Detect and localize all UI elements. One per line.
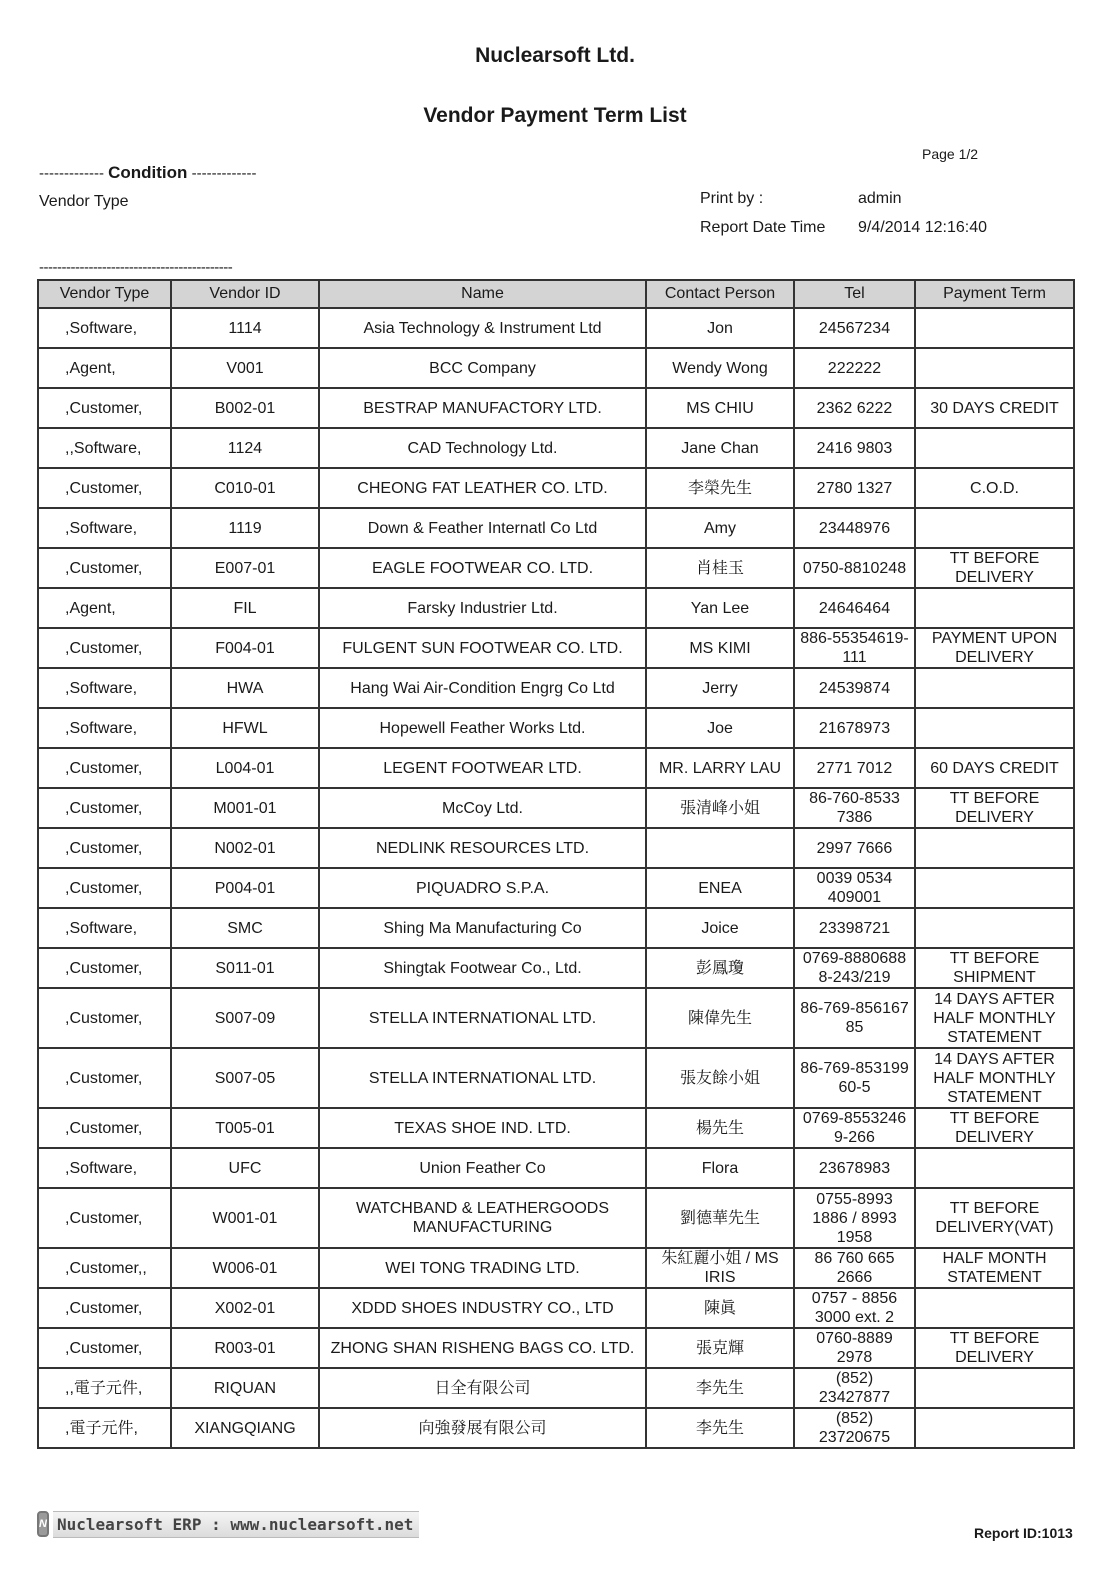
cell-vendor-type: ,Customer, <box>38 828 171 868</box>
cell-vendor-id: B002-01 <box>171 388 319 428</box>
cell-name: 日全有限公司 <box>319 1368 646 1408</box>
cell-contact-person: 張清峰小姐 <box>646 788 794 828</box>
table-row <box>38 908 1074 948</box>
cell-tel: 86-769-853199 60-5 <box>794 1048 915 1108</box>
cell-vendor-type: ,Software, <box>38 508 171 548</box>
table-row <box>38 1048 1074 1108</box>
cell-payment-term <box>915 1148 1074 1188</box>
cell-contact-person: MS CHIU <box>646 388 794 428</box>
cell-tel: 21678973 <box>794 708 915 748</box>
print-by-label: Print by : <box>700 190 764 207</box>
cell-payment-term <box>915 1408 1074 1448</box>
cell-vendor-type: ,,電子元件, <box>38 1368 171 1408</box>
cell-name: Hopewell Feather Works Ltd. <box>319 708 646 748</box>
cell-vendor-type: ,Customer, <box>38 1108 171 1148</box>
table-row <box>38 988 1074 1048</box>
cell-tel: 23398721 <box>794 908 915 948</box>
nuclearsoft-logo-icon: N <box>37 1511 49 1537</box>
cell-vendor-id: R003-01 <box>171 1328 319 1368</box>
table-row <box>38 708 1074 748</box>
table-row <box>38 388 1074 428</box>
table-row <box>38 468 1074 508</box>
cell-payment-term: PAYMENT UPON DELIVERY <box>915 628 1074 668</box>
table-row <box>38 508 1074 548</box>
table-row <box>38 1108 1074 1148</box>
table-row <box>38 1408 1074 1448</box>
cell-name: BESTRAP MANUFACTORY LTD. <box>319 388 646 428</box>
cell-payment-term: 14 DAYS AFTER HALF MONTHLY STATEMENT <box>915 1048 1074 1108</box>
cell-payment-term: TT BEFORE DELIVERY(VAT) <box>915 1188 1074 1248</box>
cell-tel: 2780 1327 <box>794 468 915 508</box>
cell-name: CAD Technology Ltd. <box>319 428 646 468</box>
cell-name: CHEONG FAT LEATHER CO. LTD. <box>319 468 646 508</box>
cell-vendor-id: HFWL <box>171 708 319 748</box>
column-header-name: Name <box>319 280 646 308</box>
cell-name: BCC Company <box>319 348 646 388</box>
table-row <box>38 1328 1074 1368</box>
cell-tel: 0760-8889 2978 <box>794 1328 915 1368</box>
table-row <box>38 1148 1074 1188</box>
cell-payment-term <box>915 708 1074 748</box>
cell-vendor-type: ,Software, <box>38 908 171 948</box>
cell-payment-term: 14 DAYS AFTER HALF MONTHLY STATEMENT <box>915 988 1074 1048</box>
table-row <box>38 628 1074 668</box>
cell-vendor-id: S007-05 <box>171 1048 319 1108</box>
cell-contact-person: Amy <box>646 508 794 548</box>
cell-tel: 24567234 <box>794 308 915 348</box>
cell-tel: 2997 7666 <box>794 828 915 868</box>
page-number: Page 1/2 <box>922 146 979 162</box>
cell-contact-person: Joice <box>646 908 794 948</box>
cell-vendor-id: X002-01 <box>171 1288 319 1328</box>
table-header-row <box>38 280 1074 308</box>
table-row <box>38 308 1074 348</box>
cell-tel: 222222 <box>794 348 915 388</box>
cell-vendor-id: V001 <box>171 348 319 388</box>
cell-name: Hang Wai Air-Condition Engrg Co Ltd <box>319 668 646 708</box>
cell-payment-term <box>915 508 1074 548</box>
cell-tel: 0750-8810248 <box>794 548 915 588</box>
table-row <box>38 1368 1074 1408</box>
condition-header <box>39 163 257 183</box>
cell-name: WATCHBAND & LEATHERGOODS MANUFACTURING <box>319 1188 646 1248</box>
cell-vendor-id: C010-01 <box>171 468 319 508</box>
vendor-type-filter-label: Vendor Type <box>39 193 129 210</box>
cell-vendor-id: SMC <box>171 908 319 948</box>
column-header-vendor-id: Vendor ID <box>171 280 319 308</box>
cell-name: NEDLINK RESOURCES LTD. <box>319 828 646 868</box>
cell-vendor-id: L004-01 <box>171 748 319 788</box>
cell-name: STELLA INTERNATIONAL LTD. <box>319 1048 646 1108</box>
cell-tel: 23448976 <box>794 508 915 548</box>
cell-contact-person: Jerry <box>646 668 794 708</box>
cell-tel: 2771 7012 <box>794 748 915 788</box>
cell-tel: 0769-8553246 9-266 <box>794 1108 915 1148</box>
cell-vendor-id: W006-01 <box>171 1248 319 1288</box>
cell-tel: 886-55354619- 111 <box>794 628 915 668</box>
cell-vendor-type: ,Customer, <box>38 1048 171 1108</box>
cell-contact-person: Yan Lee <box>646 588 794 628</box>
cell-name: XDDD SHOES INDUSTRY CO., LTD <box>319 1288 646 1328</box>
cell-contact-person <box>646 828 794 868</box>
table-row <box>38 348 1074 388</box>
table-row <box>38 788 1074 828</box>
cell-vendor-type: ,Software, <box>38 308 171 348</box>
column-header-contact-person: Contact Person <box>646 280 794 308</box>
cell-vendor-id: W001-01 <box>171 1188 319 1248</box>
cell-name: Shing Ma Manufacturing Co <box>319 908 646 948</box>
cell-tel: 0757 - 8856 3000 ext. 2 <box>794 1288 915 1328</box>
cell-vendor-type: ,電子元件, <box>38 1408 171 1448</box>
cell-payment-term: C.O.D. <box>915 468 1074 508</box>
cell-payment-term: TT BEFORE DELIVERY <box>915 1328 1074 1368</box>
cell-vendor-type: ,Customer, <box>38 1288 171 1328</box>
cell-tel: (852) 23720675 <box>794 1408 915 1448</box>
cell-vendor-id: 1119 <box>171 508 319 548</box>
report-title: Vendor Payment Term List <box>423 104 687 127</box>
table-row <box>38 1248 1074 1288</box>
cell-contact-person: Jane Chan <box>646 428 794 468</box>
cell-contact-person: MR. LARRY LAU <box>646 748 794 788</box>
cell-contact-person: 張克輝 <box>646 1328 794 1368</box>
condition-prefix: ------------- <box>39 165 109 182</box>
column-header-tel: Tel <box>794 280 915 308</box>
cell-payment-term <box>915 348 1074 388</box>
cell-contact-person: 彭鳳瓊 <box>646 948 794 988</box>
cell-tel: (852) 23427877 <box>794 1368 915 1408</box>
cell-name: PIQUADRO S.P.A. <box>319 868 646 908</box>
cell-vendor-type: ,Customer, <box>38 948 171 988</box>
cell-vendor-type: ,,Software, <box>38 428 171 468</box>
cell-payment-term: 30 DAYS CREDIT <box>915 388 1074 428</box>
cell-vendor-id: UFC <box>171 1148 319 1188</box>
cell-tel: 24539874 <box>794 668 915 708</box>
table-row <box>38 948 1074 988</box>
cell-vendor-type: ,Agent, <box>38 588 171 628</box>
table-row <box>38 1188 1074 1248</box>
cell-tel: 86 760 665 2666 <box>794 1248 915 1288</box>
cell-vendor-id: E007-01 <box>171 548 319 588</box>
cell-tel: 0039 0534 409001 <box>794 868 915 908</box>
cell-tel: 86-769-856167 85 <box>794 988 915 1048</box>
cell-name: FULGENT SUN FOOTWEAR CO. LTD. <box>319 628 646 668</box>
column-header-vendor-type: Vendor Type <box>38 280 171 308</box>
condition-divider: ------------------------------------------- <box>39 259 233 276</box>
table-row <box>38 588 1074 628</box>
table-row <box>38 1288 1074 1328</box>
condition-suffix: ------------- <box>187 165 257 182</box>
table-row <box>38 548 1074 588</box>
cell-vendor-type: ,Software, <box>38 668 171 708</box>
cell-name: Down & Feather Internatl Co Ltd <box>319 508 646 548</box>
footer-logo <box>37 1509 419 1539</box>
cell-contact-person: Wendy Wong <box>646 348 794 388</box>
cell-vendor-type: ,Customer, <box>38 468 171 508</box>
cell-contact-person: 陳偉先生 <box>646 988 794 1048</box>
cell-contact-person: Joe <box>646 708 794 748</box>
vendor-table <box>37 279 1075 1449</box>
cell-name: WEI TONG TRADING LTD. <box>319 1248 646 1288</box>
cell-payment-term <box>915 588 1074 628</box>
cell-vendor-id: S007-09 <box>171 988 319 1048</box>
condition-label: Condition <box>108 163 188 182</box>
table-row <box>38 868 1074 908</box>
cell-payment-term: TT BEFORE SHIPMENT <box>915 948 1074 988</box>
cell-payment-term: TT BEFORE DELIVERY <box>915 788 1074 828</box>
cell-vendor-id: FIL <box>171 588 319 628</box>
cell-payment-term <box>915 308 1074 348</box>
cell-payment-term <box>915 828 1074 868</box>
cell-name: McCoy Ltd. <box>319 788 646 828</box>
cell-vendor-id: P004-01 <box>171 868 319 908</box>
cell-vendor-type: ,Software, <box>38 1148 171 1188</box>
cell-name: Farsky Industrier Ltd. <box>319 588 646 628</box>
table-row <box>38 668 1074 708</box>
cell-payment-term: HALF MONTH STATEMENT <box>915 1248 1074 1288</box>
cell-name: Asia Technology & Instrument Ltd <box>319 308 646 348</box>
cell-payment-term: TT BEFORE DELIVERY <box>915 1108 1074 1148</box>
cell-contact-person: ENEA <box>646 868 794 908</box>
cell-vendor-id: 1124 <box>171 428 319 468</box>
cell-vendor-type: ,Customer, <box>38 868 171 908</box>
cell-vendor-id: RIQUAN <box>171 1368 319 1408</box>
cell-vendor-type: ,Customer, <box>38 748 171 788</box>
cell-vendor-id: N002-01 <box>171 828 319 868</box>
column-header-payment-term: Payment Term <box>915 280 1074 308</box>
cell-tel: 86-760-8533 7386 <box>794 788 915 828</box>
cell-payment-term <box>915 1368 1074 1408</box>
cell-vendor-type: ,Customer, <box>38 388 171 428</box>
print-by-value: admin <box>858 190 902 207</box>
cell-name: TEXAS SHOE IND. LTD. <box>319 1108 646 1148</box>
cell-vendor-type: ,Customer, <box>38 548 171 588</box>
cell-vendor-type: ,Agent, <box>38 348 171 388</box>
cell-name: Shingtak Footwear Co., Ltd. <box>319 948 646 988</box>
cell-payment-term: TT BEFORE DELIVERY <box>915 548 1074 588</box>
cell-vendor-type: ,Customer, <box>38 988 171 1048</box>
cell-tel: 23678983 <box>794 1148 915 1188</box>
cell-vendor-type: ,Software, <box>38 708 171 748</box>
cell-tel: 0755-8993 1886 / 8993 1958 <box>794 1188 915 1248</box>
cell-vendor-id: S011-01 <box>171 948 319 988</box>
cell-vendor-id: M001-01 <box>171 788 319 828</box>
report-date-label: Report Date Time <box>700 219 826 236</box>
cell-tel: 24646464 <box>794 588 915 628</box>
cell-tel: 0769-8880688 8-243/219 <box>794 948 915 988</box>
cell-vendor-id: XIANGQIANG <box>171 1408 319 1448</box>
cell-vendor-type: ,Customer, <box>38 788 171 828</box>
cell-contact-person: Flora <box>646 1148 794 1188</box>
cell-payment-term: 60 DAYS CREDIT <box>915 748 1074 788</box>
cell-vendor-id: F004-01 <box>171 628 319 668</box>
cell-name: EAGLE FOOTWEAR CO. LTD. <box>319 548 646 588</box>
cell-contact-person: Jon <box>646 308 794 348</box>
cell-contact-person: 李先生 <box>646 1368 794 1408</box>
cell-vendor-type: ,Customer, <box>38 1188 171 1248</box>
report-id: Report ID:1013 <box>974 1525 1073 1541</box>
cell-payment-term <box>915 908 1074 948</box>
cell-vendor-type: ,Customer, <box>38 628 171 668</box>
cell-vendor-id: 1114 <box>171 308 319 348</box>
report-date-value: 9/4/2014 12:16:40 <box>858 219 988 236</box>
cell-contact-person: 朱紅麗小姐 / MS IRIS <box>646 1248 794 1288</box>
cell-contact-person: 張友餘小姐 <box>646 1048 794 1108</box>
cell-name: Union Feather Co <box>319 1148 646 1188</box>
footer-logo-text: Nuclearsoft ERP : www.nuclearsoft.net <box>53 1511 419 1538</box>
cell-vendor-id: T005-01 <box>171 1108 319 1148</box>
cell-name: STELLA INTERNATIONAL LTD. <box>319 988 646 1048</box>
cell-tel: 2362 6222 <box>794 388 915 428</box>
cell-name: LEGENT FOOTWEAR LTD. <box>319 748 646 788</box>
cell-contact-person: 劉德華先生 <box>646 1188 794 1248</box>
cell-contact-person: 楊先生 <box>646 1108 794 1148</box>
cell-name: 向強發展有限公司 <box>319 1408 646 1448</box>
table-row <box>38 828 1074 868</box>
cell-payment-term <box>915 668 1074 708</box>
company-name: Nuclearsoft Ltd. <box>475 44 635 67</box>
cell-contact-person: 李榮先生 <box>646 468 794 508</box>
cell-payment-term <box>915 1288 1074 1328</box>
cell-contact-person: MS KIMI <box>646 628 794 668</box>
cell-vendor-type: ,Customer,, <box>38 1248 171 1288</box>
cell-payment-term <box>915 868 1074 908</box>
cell-payment-term <box>915 428 1074 468</box>
cell-contact-person: 陳眞 <box>646 1288 794 1328</box>
cell-vendor-id: HWA <box>171 668 319 708</box>
cell-vendor-type: ,Customer, <box>38 1328 171 1368</box>
cell-contact-person: 李先生 <box>646 1408 794 1448</box>
cell-tel: 2416 9803 <box>794 428 915 468</box>
cell-contact-person: 肖桂玉 <box>646 548 794 588</box>
table-row <box>38 748 1074 788</box>
table-row <box>38 428 1074 468</box>
cell-name: ZHONG SHAN RISHENG BAGS CO. LTD. <box>319 1328 646 1368</box>
